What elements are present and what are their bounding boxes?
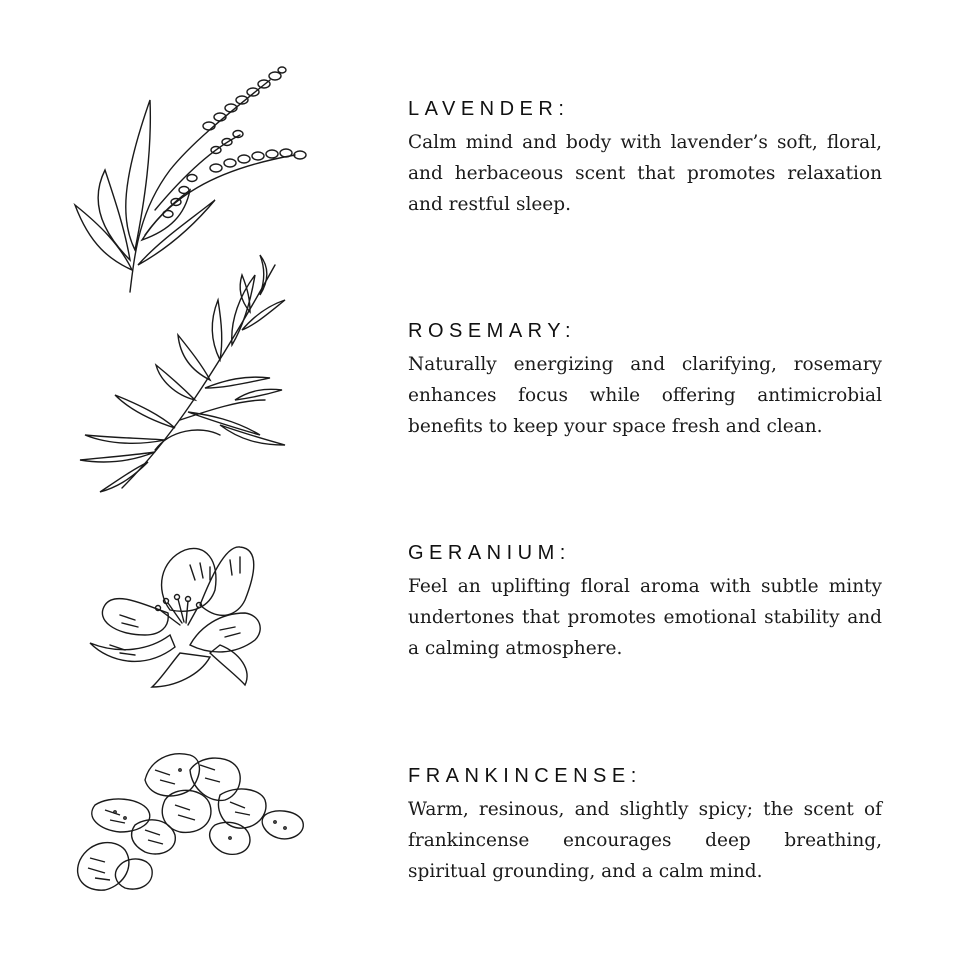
rosemary-title: ROSEMARY: bbox=[408, 320, 577, 342]
geranium-flower-icon bbox=[60, 535, 330, 695]
lavender-text bbox=[408, 97, 882, 220]
frankincense-text bbox=[408, 764, 882, 887]
geranium-description: Feel an uplifting floral aroma with subtle minty undertones that promotes emotional stability and a calming atmosphere. bbox=[408, 576, 882, 659]
rosemary-text bbox=[408, 319, 882, 442]
frankincense-description: Warm, resinous, and slightly spicy; the scent of frankincense encourages deep breathing, spiritual grounding, and a calm mind. bbox=[408, 799, 882, 882]
frankincense-title: FRANKINCENSE: bbox=[408, 765, 642, 787]
geranium-title: GERANIUM: bbox=[408, 542, 571, 564]
lavender-title: LAVENDER: bbox=[408, 98, 570, 120]
lavender-description: Calm mind and body with lavender’s soft, floral, and herbaceous scent that promotes relaxation and restful sleep. bbox=[408, 132, 882, 215]
rosemary-description: Naturally energizing and clarifying, rosemary enhances focus while offering antimicrobial benefits to keep your space fresh and clean. bbox=[408, 354, 882, 437]
rosemary-sprig-icon bbox=[60, 250, 330, 495]
geranium-text bbox=[408, 541, 882, 664]
frankincense-resin-icon bbox=[60, 740, 330, 910]
